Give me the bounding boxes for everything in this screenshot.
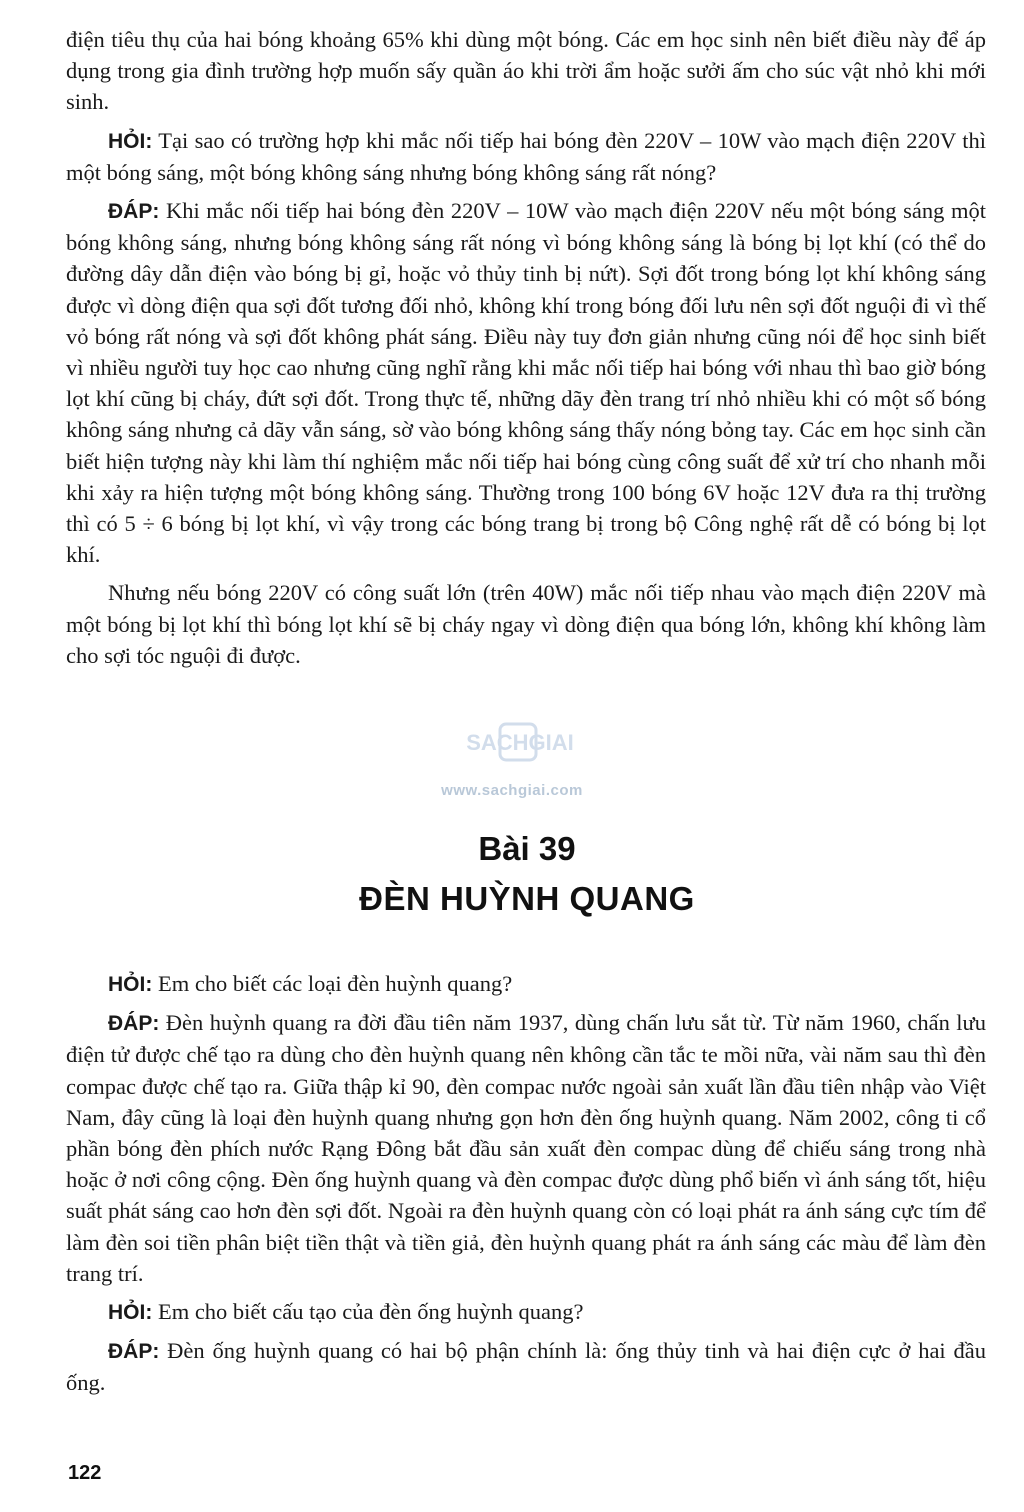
answer-paragraph [66,195,986,570]
closing-paragraph: Nhưng nếu bóng 220V có công suất lớn (trên 40W) mắc nối tiếp nhau vào mạch điện 220V mà một bóng bị lọt khí thì bóng lọt khí sẽ bị cháy ngay vì dòng điện qua bóng lớn, không khí không làm cho sợi tóc nguội đi được. [66,580,986,668]
question-label: HỎI: [108,129,153,153]
lesson-title: ĐÈN HUỲNH QUANG [359,880,695,917]
question-label: HỎI: [108,973,153,996]
answer-text: Đèn huỳnh quang ra đời đầu tiên năm 1937, dùng chấn lưu sắt từ. Từ năm 1960, chấn lưu điện tử được chế tạo ra dùng cho đèn huỳnh quang nên không cần tắc te mồi nữa, vài năm sau thì đèn compac được chế tạo ra. Giữa thập kỉ 90, đèn compac nước ngoài sản xuất lần đầu tiên nhập vào Việt Nam, đây cũng là loại đèn huỳnh quang nhưng gọn hơn đèn ống huỳnh quang. Năm 2002, công ti cổ phần bóng đèn phích nước Rạng Đông bắt đầu sản xuất đèn compac dùng để chiếu sáng trong nhà hoặc ở nơi công cộng. Đèn ống huỳnh quang và đèn compac được dùng phổ biến vì ánh sáng tốt, hiệu suất phát sáng cao hơn đèn sợi đốt. Ngoài ra đèn huỳnh quang còn có loại phát ra ánh sáng cực tím để làm đèn soi tiền phân biệt tiền thật và tiền giả, đèn huỳnh quang phát ra ánh sáng các màu để làm đèn trang trí. [66,1010,986,1286]
answer-text: Khi mắc nối tiếp hai bóng đèn 220V – 10W vào mạch điện 220V nếu một bóng sáng một bóng không sáng, nhưng bóng không sáng rất nóng vì bóng không sáng là bóng bị lọt khí (có thể do đường dây dẫn điện vào bóng bị gỉ, hoặc vỏ thủy tinh bị nứt). Sợi đốt trong bóng lọt khí không sáng được vì dòng điện qua sợi đốt tương đối nhỏ, không khí trong bóng đối lưu nên sợi đốt nguội đi vì thế vỏ bóng rất nóng và sợi đốt không phát sáng. Điều này tuy đơn giản nhưng cũng nói để học sinh biết vì nhiều người tuy học cao nhưng cũng nghĩ rằng khi mắc nối tiếp hai bóng với nhau thì bao giờ bóng lọt khí cũng bị cháy, đứt sợi đốt. Trong thực tế, những dãy đèn trang trí nhỏ nhiều khi có một số bóng không sáng nhưng cả dãy vẫn sáng, sờ vào bóng không sáng thấy nóng bỏng tay. Các em học sinh cần biết hiện tượng này khi làm thí nghiệm mắc nối tiếp hai bóng cùng công suất để xử trí cho nhanh mỗi khi xảy ra hiện tượng một bóng không sáng. Thường trong 100 bóng 6V hoặc 12V đưa ra thị trường thì có 5 ÷ 6 bóng bị lọt khí, vì vậy trong các bóng trang bị trong bộ Công nghệ rất dễ có bóng bị lọt khí. [66,198,986,568]
sachgiai-logo-watermark [430,722,610,762]
page-number: 122 [68,1462,102,1484]
question-paragraph [66,968,986,1000]
lesson-number: Bài 39 [478,830,576,867]
question-paragraph [66,125,986,188]
question-label: HỎI: [108,1301,153,1325]
top-text-block [66,24,986,678]
question-text: Em cho biết cấu tạo của đèn ống huỳnh quang? [152,1299,584,1325]
question-text: Tại sao có trường hợp khi mắc nối tiếp hai bóng đèn 220V – 10W vào mạch điện 220V thì một bóng sáng, một bóng không sáng nhưng bóng không sáng rất nóng? [66,127,986,185]
answer-label: ĐÁP: [108,200,160,224]
answer-paragraph [66,1007,986,1289]
watermark-url: www.sachgiai.com [441,782,583,799]
continuation-paragraph: điện tiêu thụ của hai bóng khoảng 65% khi dùng một bóng. Các em học sinh nên biết điều này để áp dụng trong gia đình trường hợp muốn sấy quần áo khi trời ẩm hoặc sưởi ấm cho súc vật nhỏ khi mới sinh. [66,27,986,115]
logo-text: SACHGIAI [466,730,574,755]
bottom-text-block [66,968,986,1406]
answer-text: Đèn ống huỳnh quang có hai bộ phận chính là: ống thủy tinh và hai điện cực ở hai đầu ống. [66,1338,986,1396]
answer-paragraph [66,1335,986,1398]
question-text: Em cho biết các loại đèn huỳnh quang? [152,971,513,996]
answer-label: ĐÁP: [108,1012,160,1036]
answer-label: ĐÁP: [108,1340,160,1364]
question-paragraph [66,1296,986,1328]
